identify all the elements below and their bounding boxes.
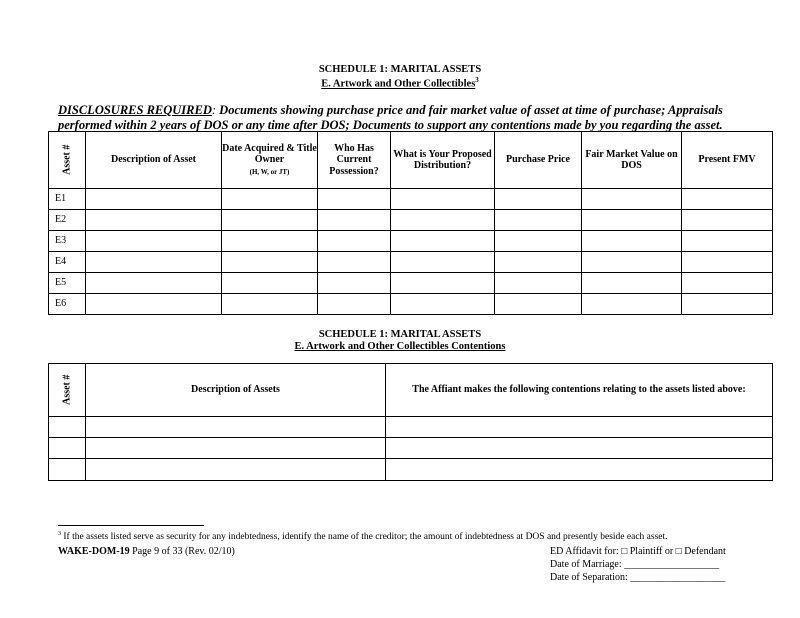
col-distribution: What is Your Proposed Distribution? <box>391 132 495 189</box>
disclosures-label: DISCLOSURES REQUIRED <box>58 103 212 117</box>
cell[interactable] <box>222 210 318 231</box>
table-row <box>49 417 773 438</box>
assets-table <box>48 131 773 315</box>
cell[interactable] <box>86 231 222 252</box>
cell[interactable] <box>222 273 318 294</box>
cell[interactable] <box>582 189 682 210</box>
cell[interactable] <box>495 189 582 210</box>
cell[interactable] <box>582 210 682 231</box>
cell[interactable] <box>495 210 582 231</box>
cell[interactable] <box>386 459 773 481</box>
cell[interactable] <box>391 252 495 273</box>
cell[interactable] <box>86 273 222 294</box>
affidavit-for: ED Affidavit for: □ Plaintiff or □ Defendant <box>550 546 726 557</box>
cell[interactable] <box>49 438 86 459</box>
col-contentions: The Affiant makes the following contentions relating to the assets listed above: <box>386 364 773 417</box>
footnote-ref: 3 <box>475 76 479 84</box>
cell[interactable] <box>86 294 222 315</box>
col-present-fmv: Present FMV <box>682 132 773 189</box>
cell[interactable] <box>682 294 773 315</box>
schedule-subtitle <box>0 76 800 90</box>
cell[interactable] <box>222 252 318 273</box>
form-id: WAKE-DOM-19 Page 9 of 33 (Rev. 02/10) <box>58 546 235 557</box>
cell[interactable] <box>682 210 773 231</box>
col-description: Description of Asset <box>86 132 222 189</box>
cell[interactable] <box>49 459 86 481</box>
col-purchase-price: Purchase Price <box>495 132 582 189</box>
table-row <box>49 273 773 294</box>
cell[interactable] <box>222 231 318 252</box>
cell[interactable] <box>318 252 391 273</box>
asset-id: E1 <box>49 189 86 210</box>
table-header <box>49 132 773 189</box>
col-asset-num: Asset # <box>49 364 86 417</box>
cell[interactable] <box>391 231 495 252</box>
disclosures-sep: : <box>211 103 217 117</box>
asset-id: E5 <box>49 273 86 294</box>
cell[interactable] <box>86 459 386 481</box>
table-row <box>49 231 773 252</box>
col-fmv-dos: Fair Market Value on DOS <box>582 132 682 189</box>
col-asset-num: Asset # <box>49 132 86 189</box>
cell[interactable] <box>682 252 773 273</box>
cell[interactable] <box>318 210 391 231</box>
cell[interactable] <box>682 189 773 210</box>
footnote-divider <box>58 525 204 526</box>
cell[interactable] <box>318 294 391 315</box>
cell[interactable] <box>318 273 391 294</box>
col-possession: Who Has Current Possession? <box>318 132 391 189</box>
cell[interactable] <box>582 294 682 315</box>
contentions-table <box>48 363 773 481</box>
disclosures <box>58 103 768 133</box>
date-of-marriage: Date of Marriage: ___________________ <box>550 559 720 570</box>
cell[interactable] <box>582 252 682 273</box>
cell[interactable] <box>86 438 386 459</box>
footnote: $^3$ If the assets listed serve as security for any indebtedness, identify the name of the creditor; the amount of indebtedness at DOS and presently beside each asset. <box>58 531 668 543</box>
schedule-title: SCHEDULE 1: MARITAL ASSETS <box>318 64 482 75</box>
cell[interactable] <box>86 189 222 210</box>
cell[interactable] <box>386 438 773 459</box>
cell[interactable] <box>391 189 495 210</box>
table-row <box>49 252 773 273</box>
cell[interactable] <box>391 294 495 315</box>
asset-id: E3 <box>49 231 86 252</box>
date-of-separation: Date of Separation: ___________________ <box>550 572 726 583</box>
cell[interactable] <box>682 273 773 294</box>
cell[interactable] <box>582 273 682 294</box>
col-date-acquired: Date Acquired & Title Owner (H, W, or JT) <box>222 132 318 189</box>
table-row <box>49 210 773 231</box>
disclosures-text: Documents showing purchase price and fair market value of asset at time of purchase; Appraisals performed within 2 years of DOS or any time after DOS; Documents to support any contentions made by you regarding the asset. <box>58 103 723 132</box>
cell[interactable] <box>682 231 773 252</box>
table-row <box>49 294 773 315</box>
table-row <box>49 189 773 210</box>
cell[interactable] <box>391 210 495 231</box>
cell[interactable] <box>86 210 222 231</box>
table-row <box>49 459 773 481</box>
cell[interactable] <box>318 231 391 252</box>
cell[interactable] <box>582 231 682 252</box>
asset-id: E4 <box>49 252 86 273</box>
cell[interactable] <box>49 417 86 438</box>
table-row <box>49 438 773 459</box>
contentions-subtitle: E. Artwork and Other Collectibles Contentions <box>294 341 506 352</box>
cell[interactable] <box>495 273 582 294</box>
cell[interactable] <box>86 252 222 273</box>
cell[interactable] <box>495 294 582 315</box>
cell[interactable] <box>222 294 318 315</box>
asset-id: E2 <box>49 210 86 231</box>
col-description: Description of Assets <box>86 364 386 417</box>
cell[interactable] <box>86 417 386 438</box>
contentions-title: SCHEDULE 1: MARITAL ASSETS <box>318 329 482 340</box>
cell[interactable] <box>391 273 495 294</box>
cell[interactable] <box>495 252 582 273</box>
subtitle-text: E. Artwork and Other Collectibles <box>321 78 476 90</box>
cell[interactable] <box>495 231 582 252</box>
asset-id: E6 <box>49 294 86 315</box>
cell[interactable] <box>318 189 391 210</box>
cell[interactable] <box>386 417 773 438</box>
cell[interactable] <box>222 189 318 210</box>
